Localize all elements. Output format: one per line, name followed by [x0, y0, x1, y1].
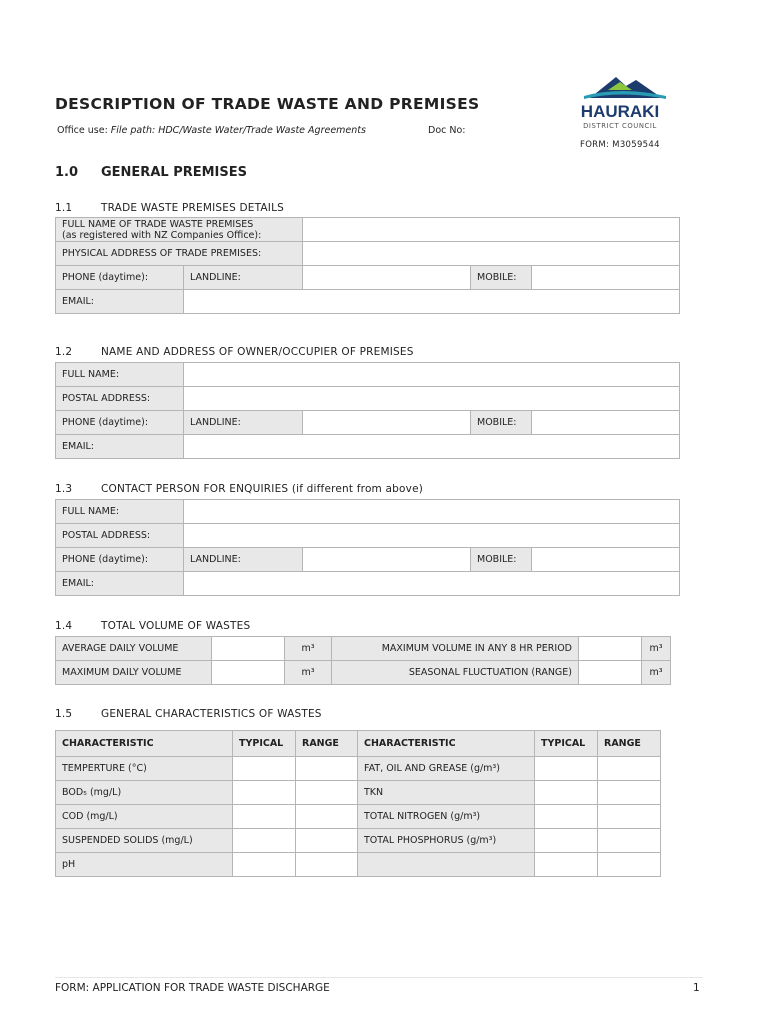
header-characteristic: CHARACTERISTIC: [358, 731, 535, 757]
full-name-input[interactable]: [184, 363, 680, 387]
logo-word: HAURAKI: [580, 102, 660, 121]
range-input[interactable]: [296, 757, 358, 781]
typical-input[interactable]: [233, 805, 296, 829]
owner-occupier-table: [55, 362, 680, 459]
range-input[interactable]: [296, 781, 358, 805]
subsection-heading-1-3: 1.3 CONTACT PERSON FOR ENQUIRIES (if different from above): [55, 483, 424, 495]
full-name-premises-label: FULL NAME OF TRADE WASTE PREMISES (as registered with NZ Companies Office):: [56, 218, 303, 242]
seasonal-fluctuation-label: SEASONAL FLUCTUATION (RANGE): [332, 661, 579, 685]
footer-form-name: FORM: APPLICATION FOR TRADE WASTE DISCHARGE: [55, 982, 330, 994]
characteristic-label: BOD₅ (mg/L): [56, 781, 233, 805]
landline-input[interactable]: [303, 548, 471, 572]
range-input[interactable]: [296, 805, 358, 829]
max-8hr-volume-input[interactable]: [579, 637, 642, 661]
typical-input[interactable]: [535, 781, 598, 805]
unit-m3: m³: [285, 661, 332, 685]
unit-m3: m³: [285, 637, 332, 661]
characteristic-label: TOTAL PHOSPHORUS (g/m³): [358, 829, 535, 853]
landline-input[interactable]: [303, 266, 471, 290]
characteristic-label: COD (mg/L): [56, 805, 233, 829]
full-name-input[interactable]: [184, 500, 680, 524]
typical-input[interactable]: [233, 853, 296, 877]
avg-daily-volume-label: AVERAGE DAILY VOLUME: [56, 637, 212, 661]
doc-no-label: Doc No:: [428, 125, 466, 136]
waste-volume-table: [55, 636, 671, 685]
office-use-path: File path: HDC/Waste Water/Trade Waste Agreements: [110, 125, 366, 136]
range-input[interactable]: [598, 829, 661, 853]
seasonal-fluctuation-input[interactable]: [579, 661, 642, 685]
email-input[interactable]: [184, 290, 680, 314]
landline-label: LANDLINE:: [184, 548, 303, 572]
range-input[interactable]: [296, 853, 358, 877]
landline-input[interactable]: [303, 411, 471, 435]
physical-address-input[interactable]: [303, 242, 680, 266]
mobile-input[interactable]: [532, 411, 680, 435]
table-row: [56, 805, 661, 829]
form-number: FORM: M3059544: [580, 140, 660, 150]
characteristic-label: SUSPENDED SOLIDS (mg/L): [56, 829, 233, 853]
avg-daily-volume-input[interactable]: [212, 637, 285, 661]
unit-m3: m³: [642, 637, 671, 661]
range-input[interactable]: [598, 853, 661, 877]
footer-divider: [55, 977, 703, 978]
postal-address-input[interactable]: [184, 387, 680, 411]
header-typical: TYPICAL: [535, 731, 598, 757]
typical-input[interactable]: [535, 853, 598, 877]
page-title: DESCRIPTION OF TRADE WASTE AND PREMISES: [55, 95, 480, 113]
mobile-label: MOBILE:: [471, 548, 532, 572]
postal-address-label: POSTAL ADDRESS:: [56, 524, 184, 548]
email-label: EMAIL:: [56, 435, 184, 459]
email-label: EMAIL:: [56, 572, 184, 596]
table-row: [56, 781, 661, 805]
email-input[interactable]: [184, 572, 680, 596]
characteristic-label: FAT, OIL AND GREASE (g/m³): [358, 757, 535, 781]
subsection-heading-1-1: 1.1 TRADE WASTE PREMISES DETAILS: [55, 202, 284, 214]
typical-input[interactable]: [535, 757, 598, 781]
landline-label: LANDLINE:: [184, 411, 303, 435]
email-label: EMAIL:: [56, 290, 184, 314]
header-range: RANGE: [598, 731, 661, 757]
mobile-label: MOBILE:: [471, 411, 532, 435]
typical-input[interactable]: [535, 805, 598, 829]
characteristic-label: pH: [56, 853, 233, 877]
logo-sub: DISTRICT COUNCIL: [583, 122, 657, 130]
unit-m3: m³: [642, 661, 671, 685]
email-input[interactable]: [184, 435, 680, 459]
mobile-input[interactable]: [532, 548, 680, 572]
contact-person-table: [55, 499, 680, 596]
waste-characteristics-table: [55, 730, 661, 877]
header-range: RANGE: [296, 731, 358, 757]
subsection-heading-1-5: 1.5 GENERAL CHARACTERISTICS OF WASTES: [55, 708, 322, 720]
full-name-label: FULL NAME:: [56, 363, 184, 387]
characteristic-label: TKN: [358, 781, 535, 805]
postal-address-input[interactable]: [184, 524, 680, 548]
physical-address-label: PHYSICAL ADDRESS OF TRADE PREMISES:: [56, 242, 303, 266]
full-name-label: FULL NAME:: [56, 500, 184, 524]
max-daily-volume-label: MAXIMUM DAILY VOLUME: [56, 661, 212, 685]
characteristic-label: [358, 853, 535, 877]
table-row: [56, 757, 661, 781]
postal-address-label: POSTAL ADDRESS:: [56, 387, 184, 411]
phone-label: PHONE (daytime):: [56, 411, 184, 435]
mobile-label: MOBILE:: [471, 266, 532, 290]
table-row: [56, 829, 661, 853]
max-8hr-volume-label: MAXIMUM VOLUME IN ANY 8 HR PERIOD: [332, 637, 579, 661]
typical-input[interactable]: [535, 829, 598, 853]
office-use-label: Office use:: [57, 125, 108, 136]
range-input[interactable]: [598, 757, 661, 781]
range-input[interactable]: [598, 805, 661, 829]
office-use-line: [57, 125, 366, 136]
header-typical: TYPICAL: [233, 731, 296, 757]
characteristic-label: TOTAL NITROGEN (g/m³): [358, 805, 535, 829]
hauraki-logo: [570, 72, 670, 134]
range-input[interactable]: [296, 829, 358, 853]
typical-input[interactable]: [233, 829, 296, 853]
landline-label: LANDLINE:: [184, 266, 303, 290]
max-daily-volume-input[interactable]: [212, 661, 285, 685]
section-heading-1: 1.0 GENERAL PREMISES: [55, 165, 247, 180]
premises-details-table: [55, 217, 680, 314]
phone-label: PHONE (daytime):: [56, 266, 184, 290]
page-number: 1: [693, 982, 700, 994]
subsection-heading-1-4: 1.4 TOTAL VOLUME OF WASTES: [55, 620, 251, 632]
phone-label: PHONE (daytime):: [56, 548, 184, 572]
full-name-premises-input[interactable]: [303, 218, 680, 242]
header-characteristic: CHARACTERISTIC: [56, 731, 233, 757]
range-input[interactable]: [598, 781, 661, 805]
characteristic-label: TEMPERTURE (°C): [56, 757, 233, 781]
mobile-input[interactable]: [532, 266, 680, 290]
subsection-heading-1-2: 1.2 NAME AND ADDRESS OF OWNER/OCCUPIER OF PREMISES: [55, 346, 414, 358]
table-row: [56, 853, 661, 877]
typical-input[interactable]: [233, 757, 296, 781]
typical-input[interactable]: [233, 781, 296, 805]
